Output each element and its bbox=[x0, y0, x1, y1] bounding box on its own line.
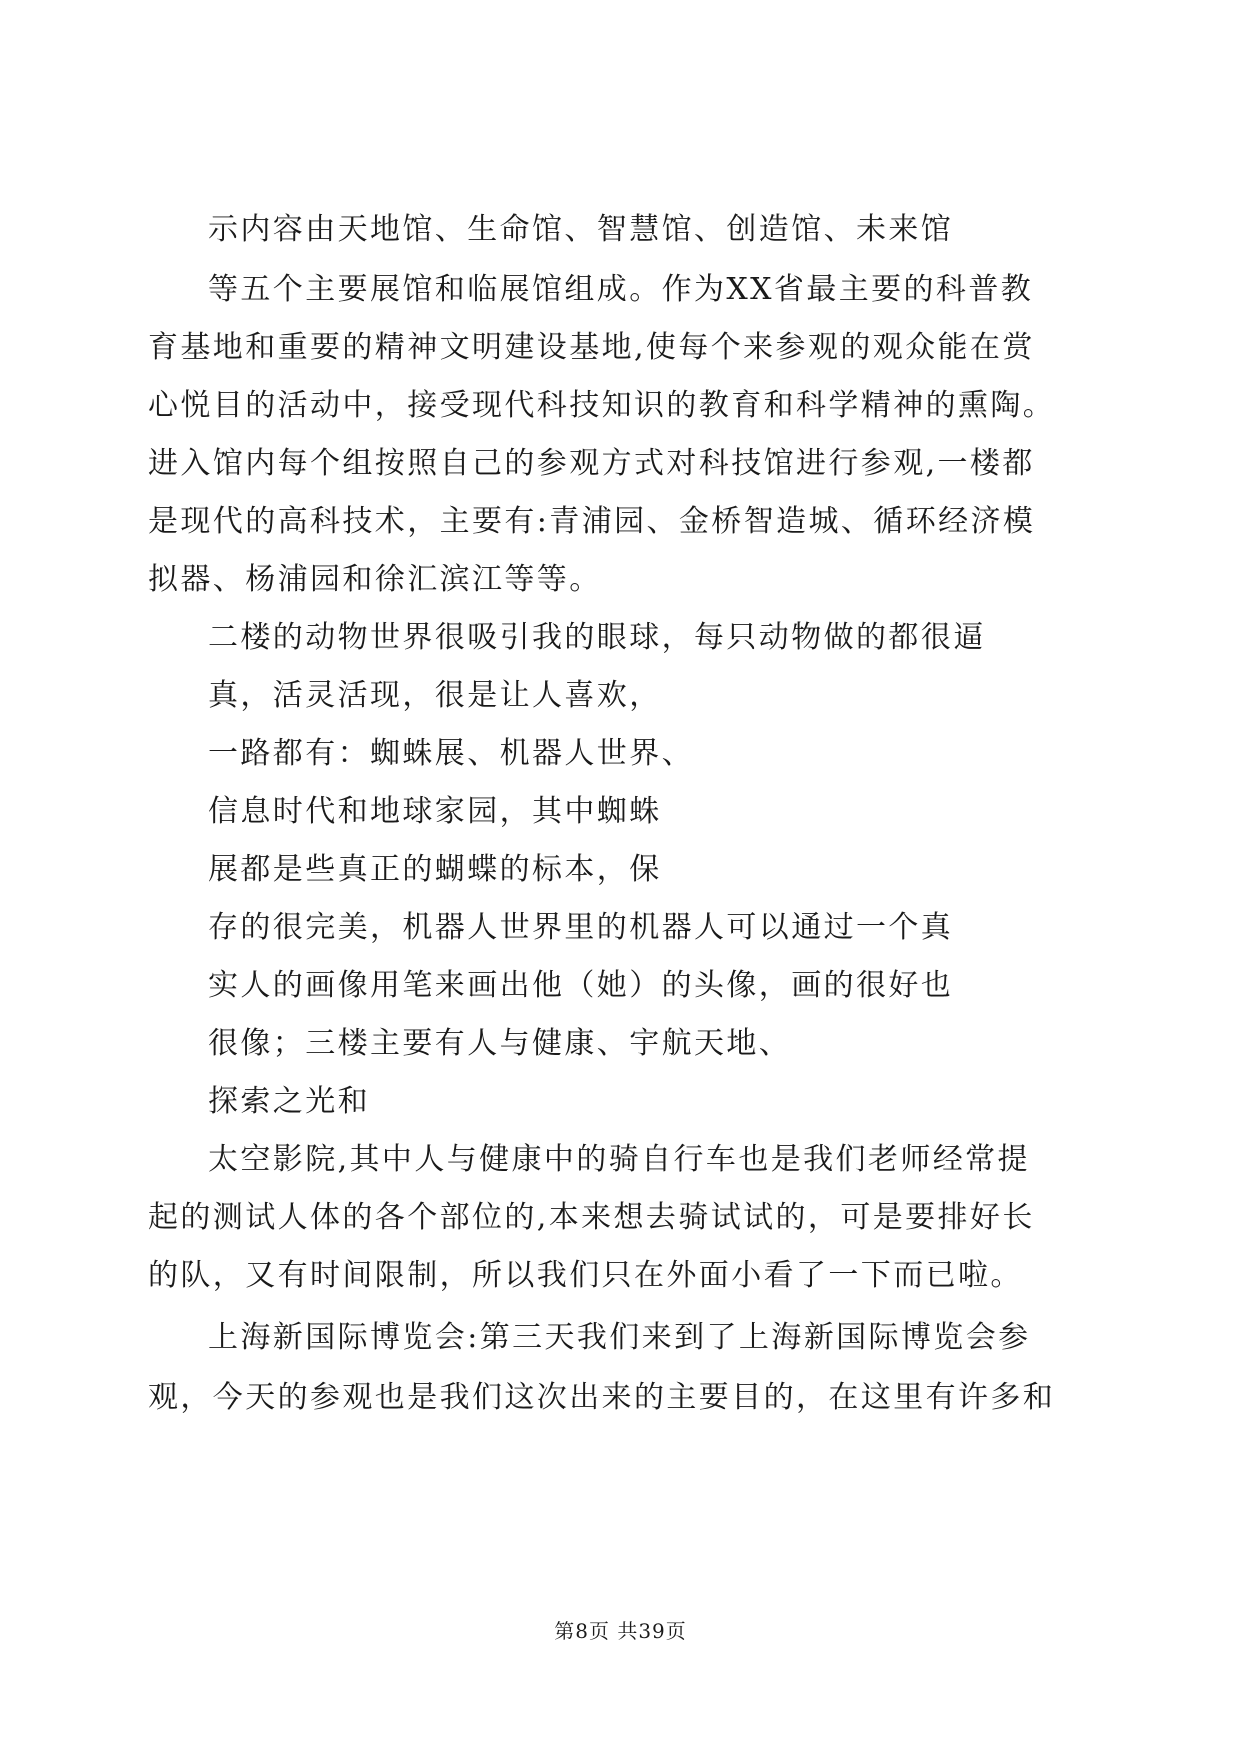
body-line: 是现代的高科技术，主要有:青浦园、金桥智造城、循环经济模 bbox=[148, 504, 1036, 539]
body-line: 展都是些真正的蝴蝶的标本，保 bbox=[208, 852, 662, 887]
body-line: 心悦目的活动中，接受现代科技知识的教育和科学精神的熏陶。 bbox=[148, 388, 1056, 423]
body-line: 等五个主要展馆和临展馆组成。作为XX省最主要的科普教 bbox=[208, 272, 1034, 307]
body-line: 育基地和重要的精神文明建设基地,使每个来参观的观众能在赏 bbox=[148, 330, 1035, 365]
body-line: 观，今天的参观也是我们这次出来的主要目的，在这里有许多和 bbox=[148, 1380, 1056, 1415]
body-line: 探索之光和 bbox=[208, 1084, 370, 1119]
body-line: 示内容由天地馆、生命馆、智慧馆、创造馆、未来馆 bbox=[208, 212, 954, 247]
body-line: 起的测试人体的各个部位的,本来想去骑试试的，可是要排好长 bbox=[148, 1200, 1035, 1235]
body-line: 上海新国际博览会:第三天我们来到了上海新国际博览会参 bbox=[208, 1320, 1031, 1355]
body-line: 一路都有：蜘蛛展、机器人世界、 bbox=[208, 736, 694, 771]
body-line: 的队，又有时间限制，所以我们只在外面小看了一下而已啦。 bbox=[148, 1258, 1023, 1293]
body-line: 二楼的动物世界很吸引我的眼球，每只动物做的都很逼 bbox=[208, 620, 986, 655]
body-line: 存的很完美，机器人世界里的机器人可以通过一个真 bbox=[208, 910, 954, 945]
body-line: 实人的画像用笔来画出他（她）的头像，画的很好也 bbox=[208, 968, 954, 1003]
page-number-footer: 第8页 共39页 bbox=[554, 1619, 687, 1643]
body-line: 进入馆内每个组按照自己的参观方式对科技馆进行参观,一楼都 bbox=[148, 446, 1035, 481]
body-line: 信息时代和地球家园，其中蜘蛛 bbox=[208, 794, 662, 829]
body-line: 很像；三楼主要有人与健康、宇航天地、 bbox=[208, 1026, 792, 1061]
body-line: 拟器、杨浦园和徐汇滨江等等。 bbox=[148, 562, 602, 597]
body-line: 真，活灵活现，很是让人喜欢， bbox=[208, 678, 662, 713]
body-line: 太空影院,其中人与健康中的骑自行车也是我们老师经常提 bbox=[208, 1142, 1030, 1177]
